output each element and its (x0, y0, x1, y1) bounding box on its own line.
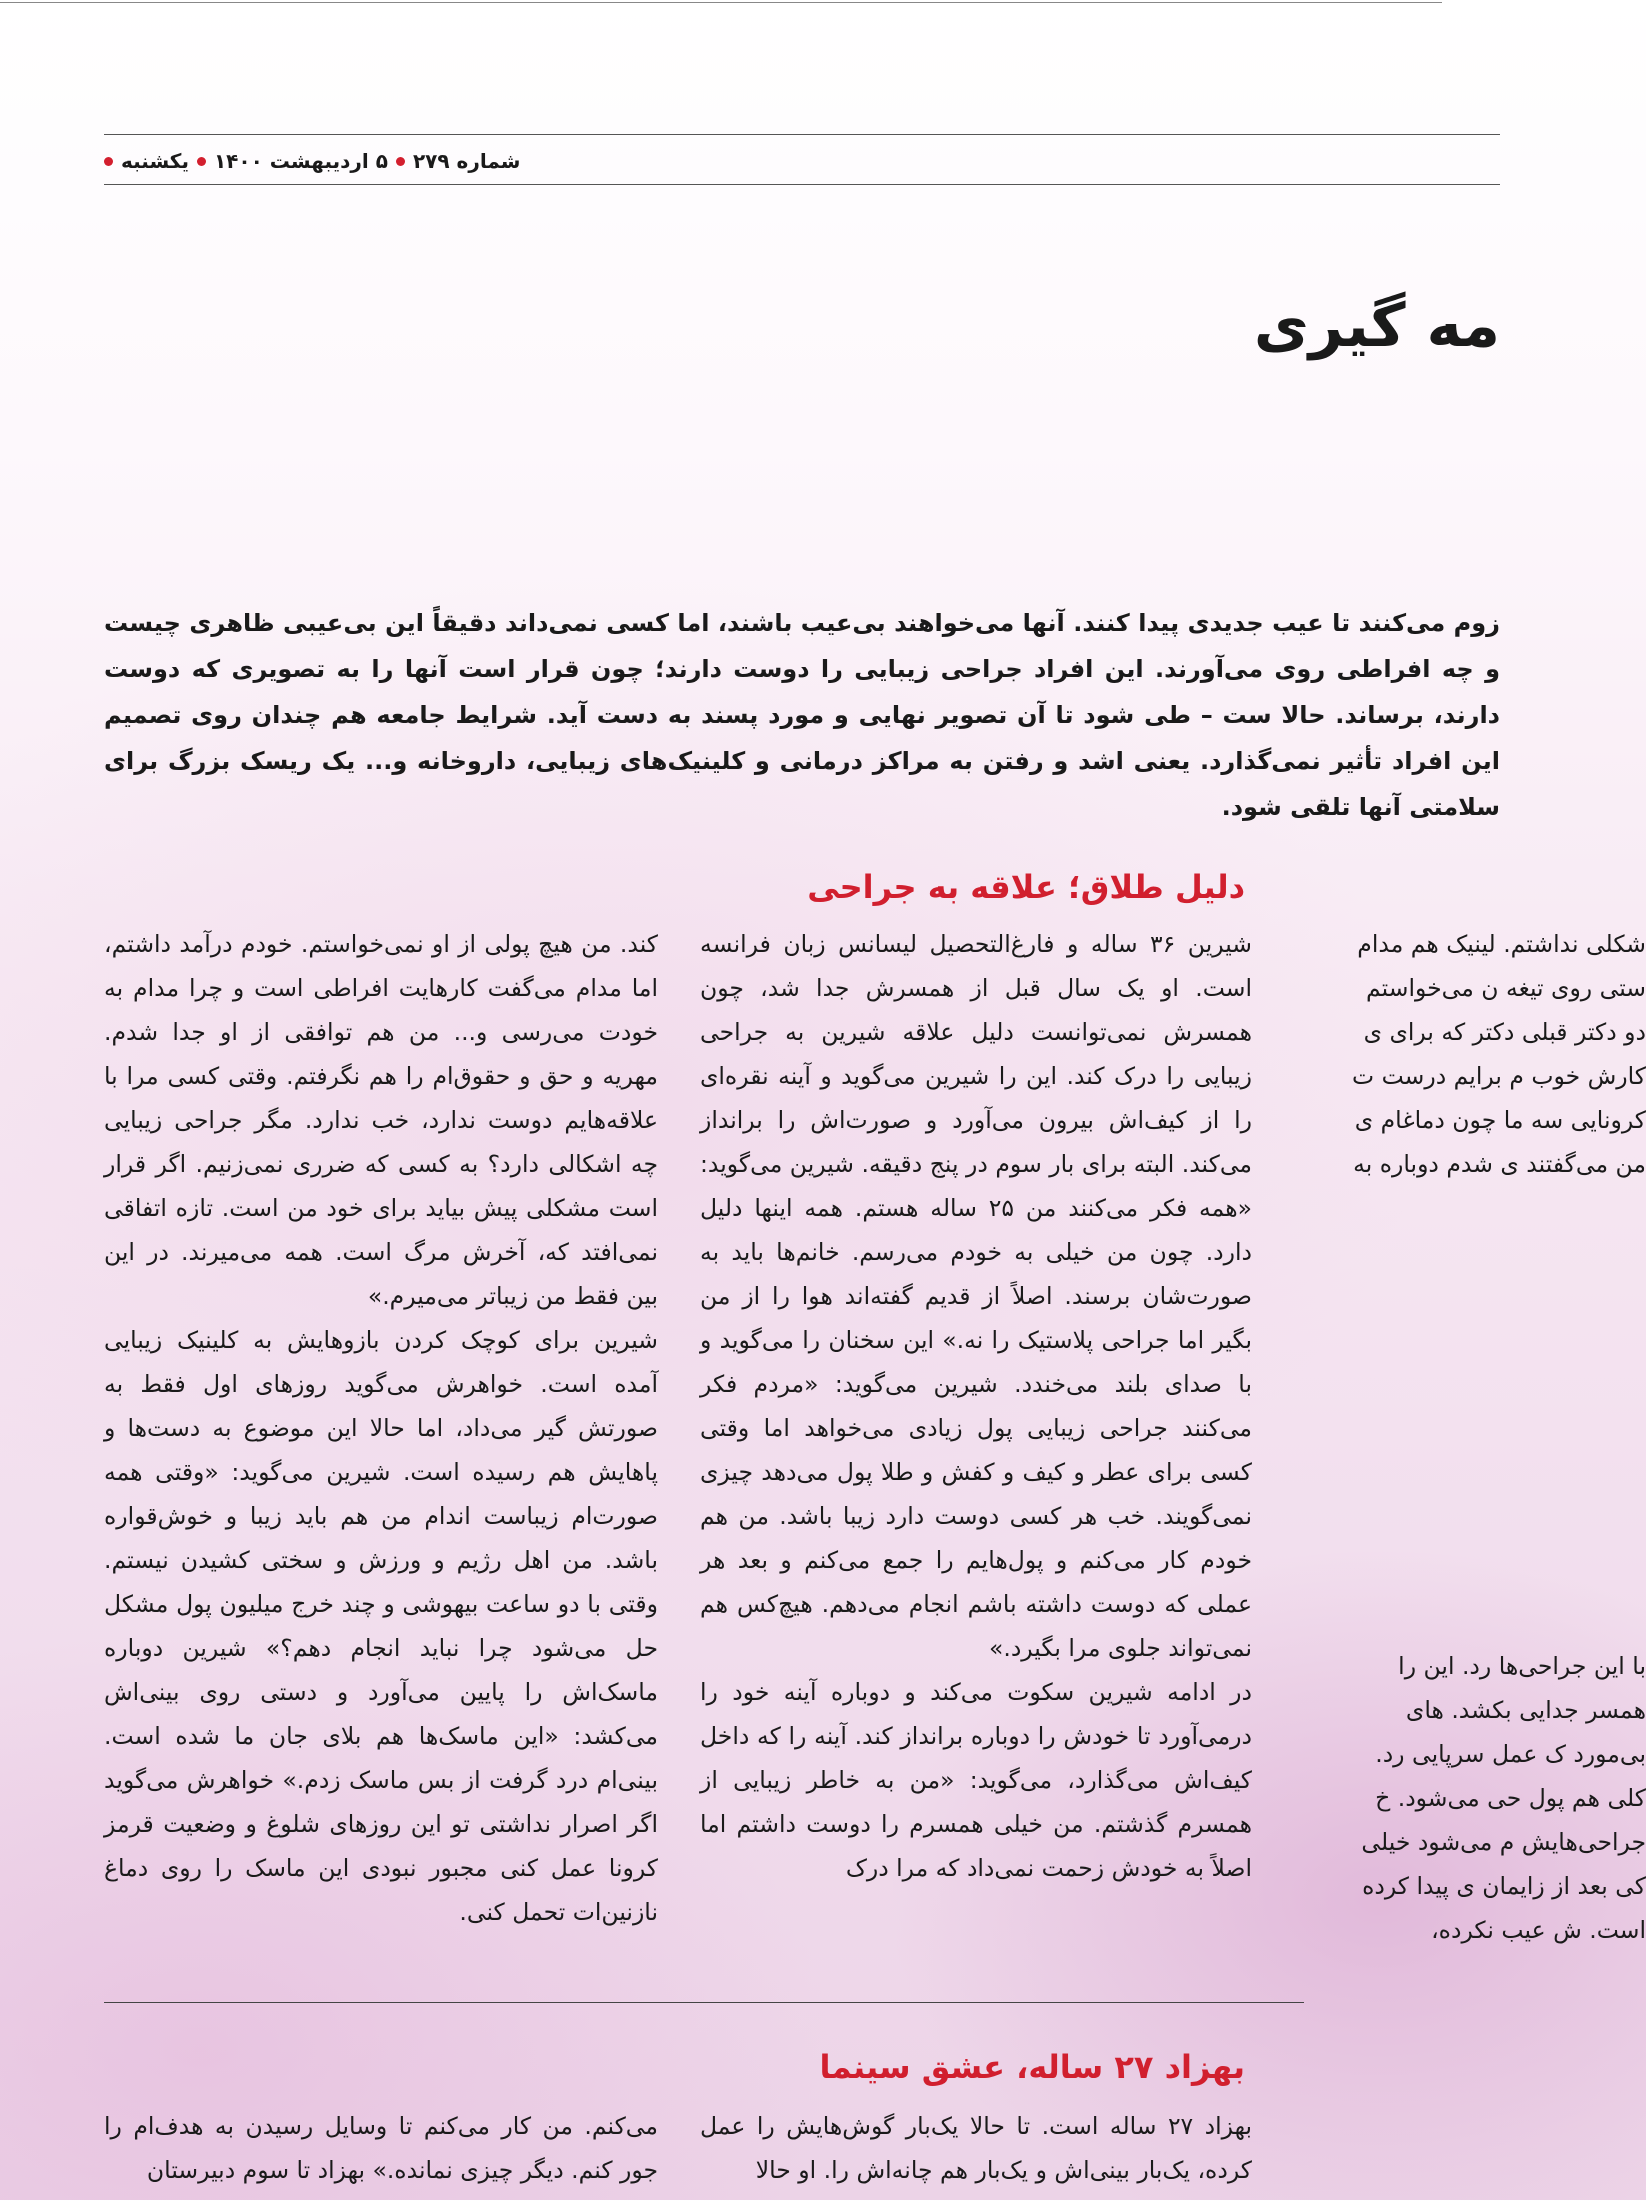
section-title-divorce: دلیل طلاق؛ علاقه به جراحی (807, 868, 1245, 906)
lead-paragraph: زوم می‌کنند تا عیب جدیدی پیدا کنند. آنها می‌خواهند بی‌عیب باشند، اما کسی نمی‌داند دقیقاً این بی‌عیبی ظاهری چیست و چه افراطی روی می‌آورند. این افراد جراحی زیبایی را دوست دارند؛ چون قرار است آنها را به تصویری که دوست دارند، برساند. حالا ست – طی شود تا آن تصویر نهایی و مورد پسند به دست آید. شرایط جامعه هم چندان روی تصمیم این افراد تأثیر نمی‌گذارد. یعنی اشد و رفتن به مراکز درمانی و کلینیک‌های زیبایی، داروخانه و... یک ریسک بزرگ برای سلامتی آنها تلقی شود. (104, 609, 1500, 821)
bullet-icon (104, 157, 113, 166)
header-rule-bottom (104, 184, 1500, 185)
paragraph: کند. من هیچ پولی از او نمی‌خواستم. خودم درآمد داشتم، اما مدام می‌گفت کارهایت افراطی است و چرا مدام به خودت می‌رسی و... من هم توافقی از او جدا شدم. مهریه و حق و حقوق‌ام را هم نگرفتم. وقتی کسی مرا با علاقه‌هایم دوست ندارد، خب ندارد. مگر جراحی زیبایی چه اشکالی دارد؟ به کسی که ضرری نمی‌زنیم. اگر قرار است مشکلی پیش بیاید برای خود من است. تازه اتفاقی نمی‌افتد که، آخرش مرگ است. همه می‌میرند. در این بین فقط من زیباتر می‌میرم.» (104, 930, 658, 1310)
partial-column-bottom: با این جراحی‌ها رد. این را همسر جدایی بکشد. های بی‌مورد ک عمل سرپایی رد. کلی هم پول حی می‌شود. خ جراحی‌هایش م می‌شود خیلی کی بعد از زایمان ی پیدا کرده است. ش عیب نکرده، (1361, 1652, 1646, 1944)
article-column-left (104, 922, 658, 1934)
partial-column-top: شکلی نداشتم. لینیک هم مدام ستی روی تیغه ن می‌خواستم دو دکتر قبلی دکتر که برای ی کارش خوب م برایم درست ت کرونایی سه ما چون دماغام ی من می‌گفتند ی شدم دوباره به (1352, 930, 1646, 1178)
paragraph: در ادامه شیرین سکوت می‌کند و دوباره آینه خود را درمی‌آورد تا خودش را دوباره برانداز کند. آینه را که داخل کیف‌اش می‌گذارد، می‌گوید: «من به خاطر زیبایی از همسرم گذشتم. من خیلی همسرم را دوست داشتم اما اصلاً به خودش زحمت نمی‌داد که مرا درک (700, 1678, 1252, 1882)
dateline-date: ۵ اردیبهشت ۱۴۰۰ (213, 149, 388, 173)
section-divider (104, 2002, 1304, 2003)
article-column-left-2: می‌کنم. من کار می‌کنم تا وسایل رسیدن به هدف‌ام را جور کنم. دیگر چیزی نمانده.» بهزاد تا سوم دبیرستان (104, 2112, 658, 2184)
bullet-icon (197, 157, 206, 166)
paragraph: شیرین برای کوچک کردن بازوهایش به کلینیک زیبایی آمده است. خواهرش می‌گوید روزهای اول فقط به صورتش گیر می‌داد، اما حالا این موضوع به دست‌ها و پاهایش هم رسیده است. شیرین می‌گوید: «وقتی همه صورت‌ام زیباست اندام من هم باید زیبا و خوش‌قواره باشد. من اهل رژیم و ورزش و سختی کشیدن نیستم. وقتی با دو ساعت بیهوشی و چند خرج میلیون پول مشکل حل می‌شود چرا نباید انجام دهم؟» شیرین دوباره ماسک‌اش را پایین می‌آورد و دستی روی بینی‌اش می‌کشد: «این ماسک‌ها هم بلای جان ما شده است. بینی‌ام درد گرفت از بس ماسک زدم.» خواهرش می‌گوید اگر اصرار نداشتی تو این روزهای شلوغ و وضعیت قرمز کرونا عمل کنی مجبور نبودی این ماسک را روی دماغ نازنین‌ات تحمل کنی. (104, 1326, 658, 1926)
article-column-right-2: بهزاد ۲۷ ساله است. تا حالا یک‌بار گوش‌هایش را عمل کرده، یک‌بار بینی‌اش و یک‌بار هم چانه‌اش را. او حالا (700, 2112, 1252, 2184)
paragraph: شیرین ۳۶ ساله و فارغ‌التحصیل لیسانس زبان فرانسه است. او یک سال قبل از همسرش جدا شد، چون همسرش نمی‌توانست دلیل علاقه شیرین به جراحی زیبایی را درک کند. این را شیرین می‌گوید و آینه نقره‌ای را از کیف‌اش بیرون می‌آورد و صورت‌اش را برانداز می‌کند. البته برای بار سوم در پنج دقیقه. شیرین می‌گوید: «همه فکر می‌کنند من ۲۵ ساله هستم. همه اینها دلیل دارد. چون من خیلی به خودم می‌رسم. خانم‌ها باید به صورت‌شان برسند. اصلاً از قدیم گفته‌اند هوا را از من بگیر اما جراحی پلاستیک را نه.» این سخنان را می‌گوید و با صدای بلند می‌خندد. شیرین می‌گوید: «مردم فکر می‌کنند جراحی زیبایی پول زیادی می‌خواهد اما وقتی کسی برای عطر و کیف و کفش و طلا پول می‌دهد چیزی نمی‌گویند. خب هر کسی دوست دارد زیبا باشد. من هم خودم کار می‌کنم و پول‌هایم را جمع می‌کنم و بعد هر عملی که دوست داشته باشم انجام می‌دهم. هیچ‌کس هم نمی‌تواند جلوی مرا بگیرد.» (700, 930, 1253, 1662)
bullet-icon (396, 157, 405, 166)
top-rule (0, 2, 1442, 3)
headline: مه گیری (1253, 291, 1500, 361)
dateline (104, 146, 540, 176)
section-title-behzad: بهزاد ۲۷ ساله، عشق سینما (819, 2048, 1245, 2086)
dateline-day: یکشنبه (121, 149, 189, 173)
header-rule-top (104, 134, 1500, 135)
dateline-issue: شماره ۲۷۹ (412, 149, 521, 173)
article-column-right (700, 922, 1252, 1890)
